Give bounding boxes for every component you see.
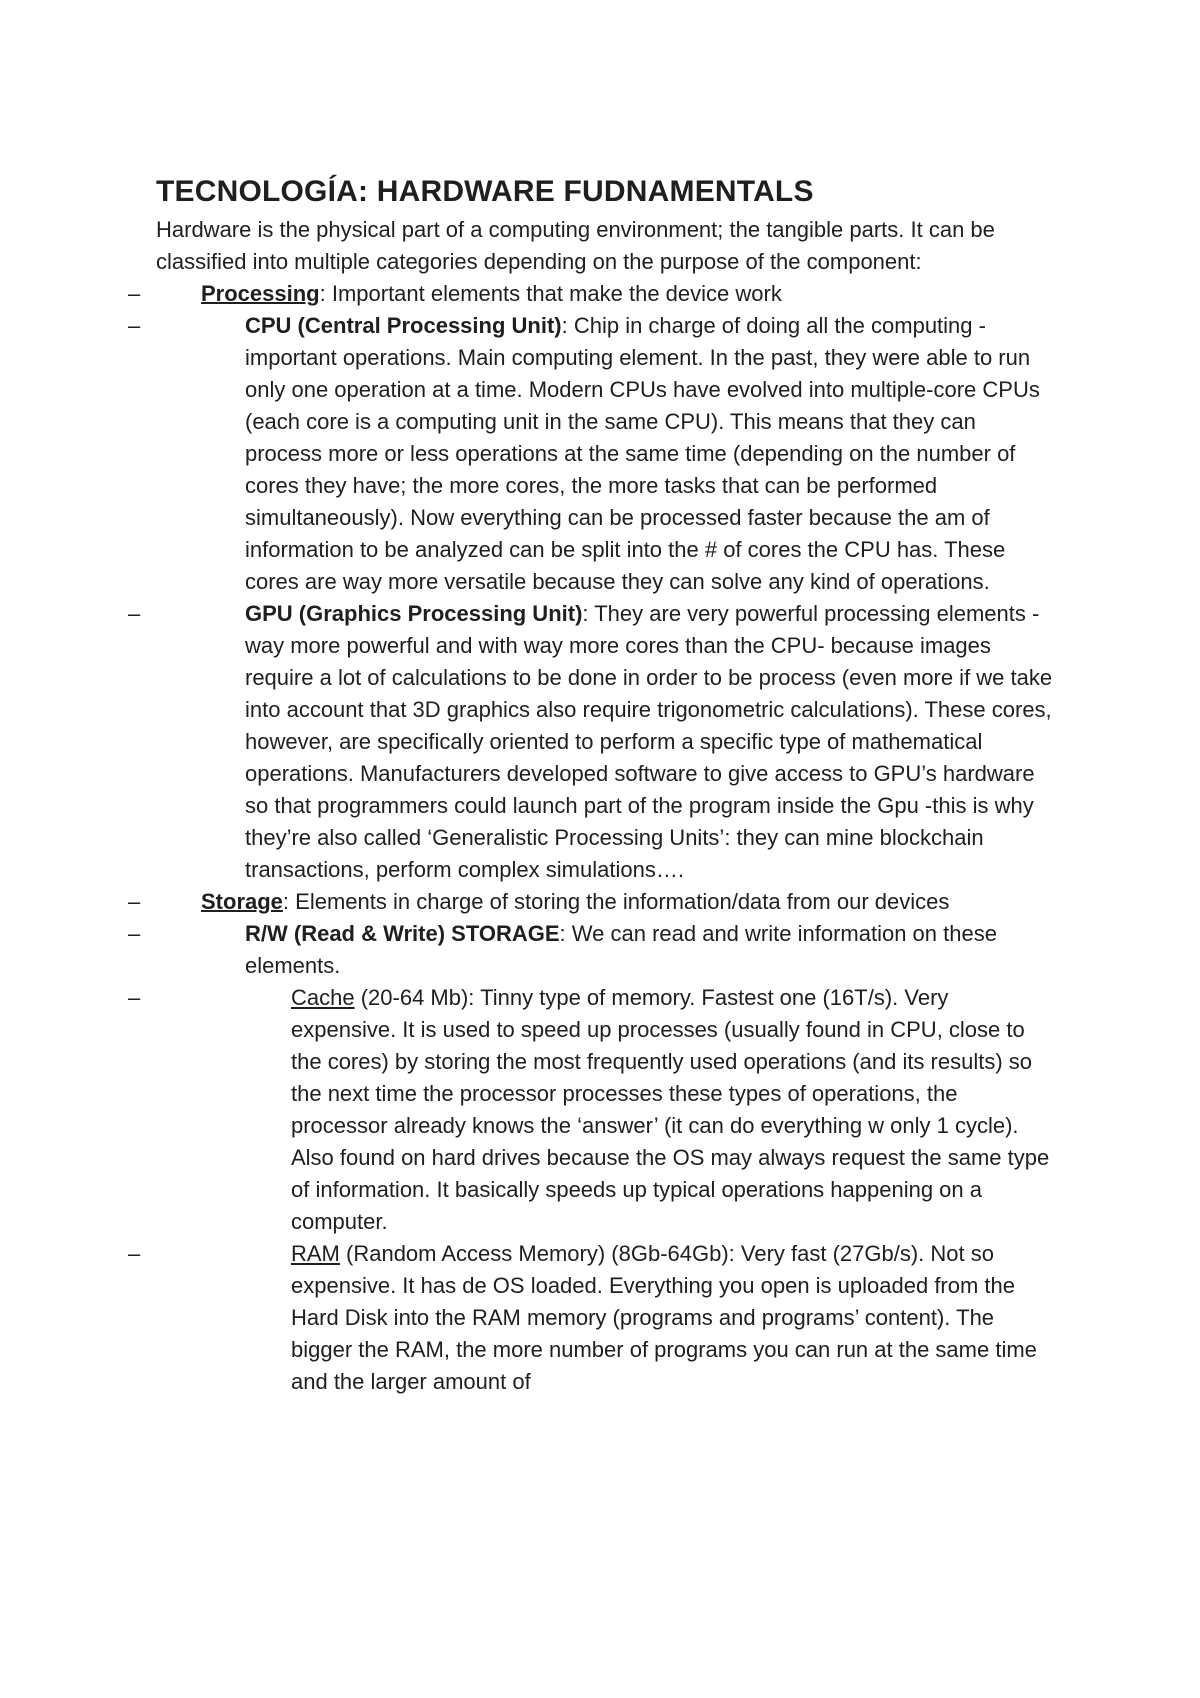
cpu-description: : Chip in charge of doing all the computing -important operations. Main computing element. In the past, they were able to run only one operation at a time. Modern CPUs have evolved into multiple-core CPUs (each core is a computing unit in the same CPU). This means that they can process more or less operations at the same time (depending on the number of cores they have; the more cores, the more tasks that can be performed simultaneously). Now everything can be processed faster because the am of information to be analyzed can be split into the # of cores the CPU has. These cores are way more versatile because they can solve any kind of operations. bbox=[245, 313, 1040, 594]
term-gpu: GPU (Graphics Processing Unit) bbox=[245, 601, 583, 626]
rw-storage-description: : We can read and write information on these elements. bbox=[245, 921, 997, 978]
term-ram: RAM bbox=[291, 1241, 340, 1266]
term-cache: Cache bbox=[291, 985, 355, 1010]
processing-description: : Important elements that make the device work bbox=[319, 281, 782, 306]
list-item-gpu bbox=[128, 598, 1056, 886]
bullet-dash: – bbox=[128, 601, 141, 626]
category-list bbox=[128, 278, 1056, 1398]
ram-description: (Random Access Memory) (8Gb-64Gb): Very fast (27Gb/s). Not so expensive. It has de OS loaded. Everything you open is uploaded from the Hard Disk into the RAM memory (programs and programs’ content). The bigger the RAM, the more number of programs you can run at the same time and the larger amount of bbox=[291, 1241, 1037, 1394]
term-cpu: CPU (Central Processing Unit) bbox=[245, 313, 562, 338]
bullet-dash: – bbox=[128, 313, 141, 338]
intro-paragraph: Hardware is the physical part of a computing environment; the tangible parts. It can be classified into multiple categories depending on the purpose of the component: bbox=[156, 217, 995, 274]
list-item-cache bbox=[128, 982, 1056, 1238]
list-item-storage bbox=[128, 886, 1056, 918]
document-title: TECNOLOGÍA: HARDWARE FUDNAMENTALS bbox=[156, 175, 814, 208]
bullet-dash: – bbox=[128, 985, 141, 1010]
bullet-dash: – bbox=[128, 1241, 141, 1266]
term-processing: Processing bbox=[201, 281, 320, 306]
bullet-dash: – bbox=[128, 921, 141, 946]
list-item-rw-storage bbox=[128, 918, 1056, 982]
term-rw-storage: R/W (Read & Write) STORAGE bbox=[245, 921, 560, 946]
list-item-cpu bbox=[128, 310, 1056, 598]
term-storage: Storage bbox=[201, 889, 283, 914]
document-page bbox=[128, 172, 1056, 1398]
list-item-ram bbox=[128, 1238, 1056, 1398]
list-item-processing bbox=[128, 278, 1056, 310]
cache-description: (20-64 Mb): Tinny type of memory. Fastest one (16T/s). Very expensive. It is used to speed up processes (usually found in CPU, close to the cores) by storing the most frequently used operations (and its results) so the next time the processor processes these types of operations, the processor already knows the ‘answer’ (it can do everything w only 1 cycle). Also found on hard drives because the OS may always request the same type of information. It basically speeds up typical operations happening on a computer. bbox=[291, 985, 1050, 1234]
bullet-dash: – bbox=[128, 889, 141, 914]
gpu-description: : They are very powerful processing elements -way more powerful and with way more cores than the CPU- because images require a lot of calculations to be done in order to be process (even more if we take into account that 3D graphics also require trigonometric calculations). These cores, however, are specifically oriented to perform a specific type of mathematical operations. Manufacturers developed software to give access to GPU’s hardware so that programmers could launch part of the program inside the Gpu -this is why they’re also called ‘Generalistic Processing Units’: they can mine blockchain transactions, perform complex simulations…. bbox=[245, 601, 1053, 882]
storage-description: : Elements in charge of storing the information/data from our devices bbox=[282, 889, 950, 914]
bullet-dash: – bbox=[128, 281, 141, 306]
